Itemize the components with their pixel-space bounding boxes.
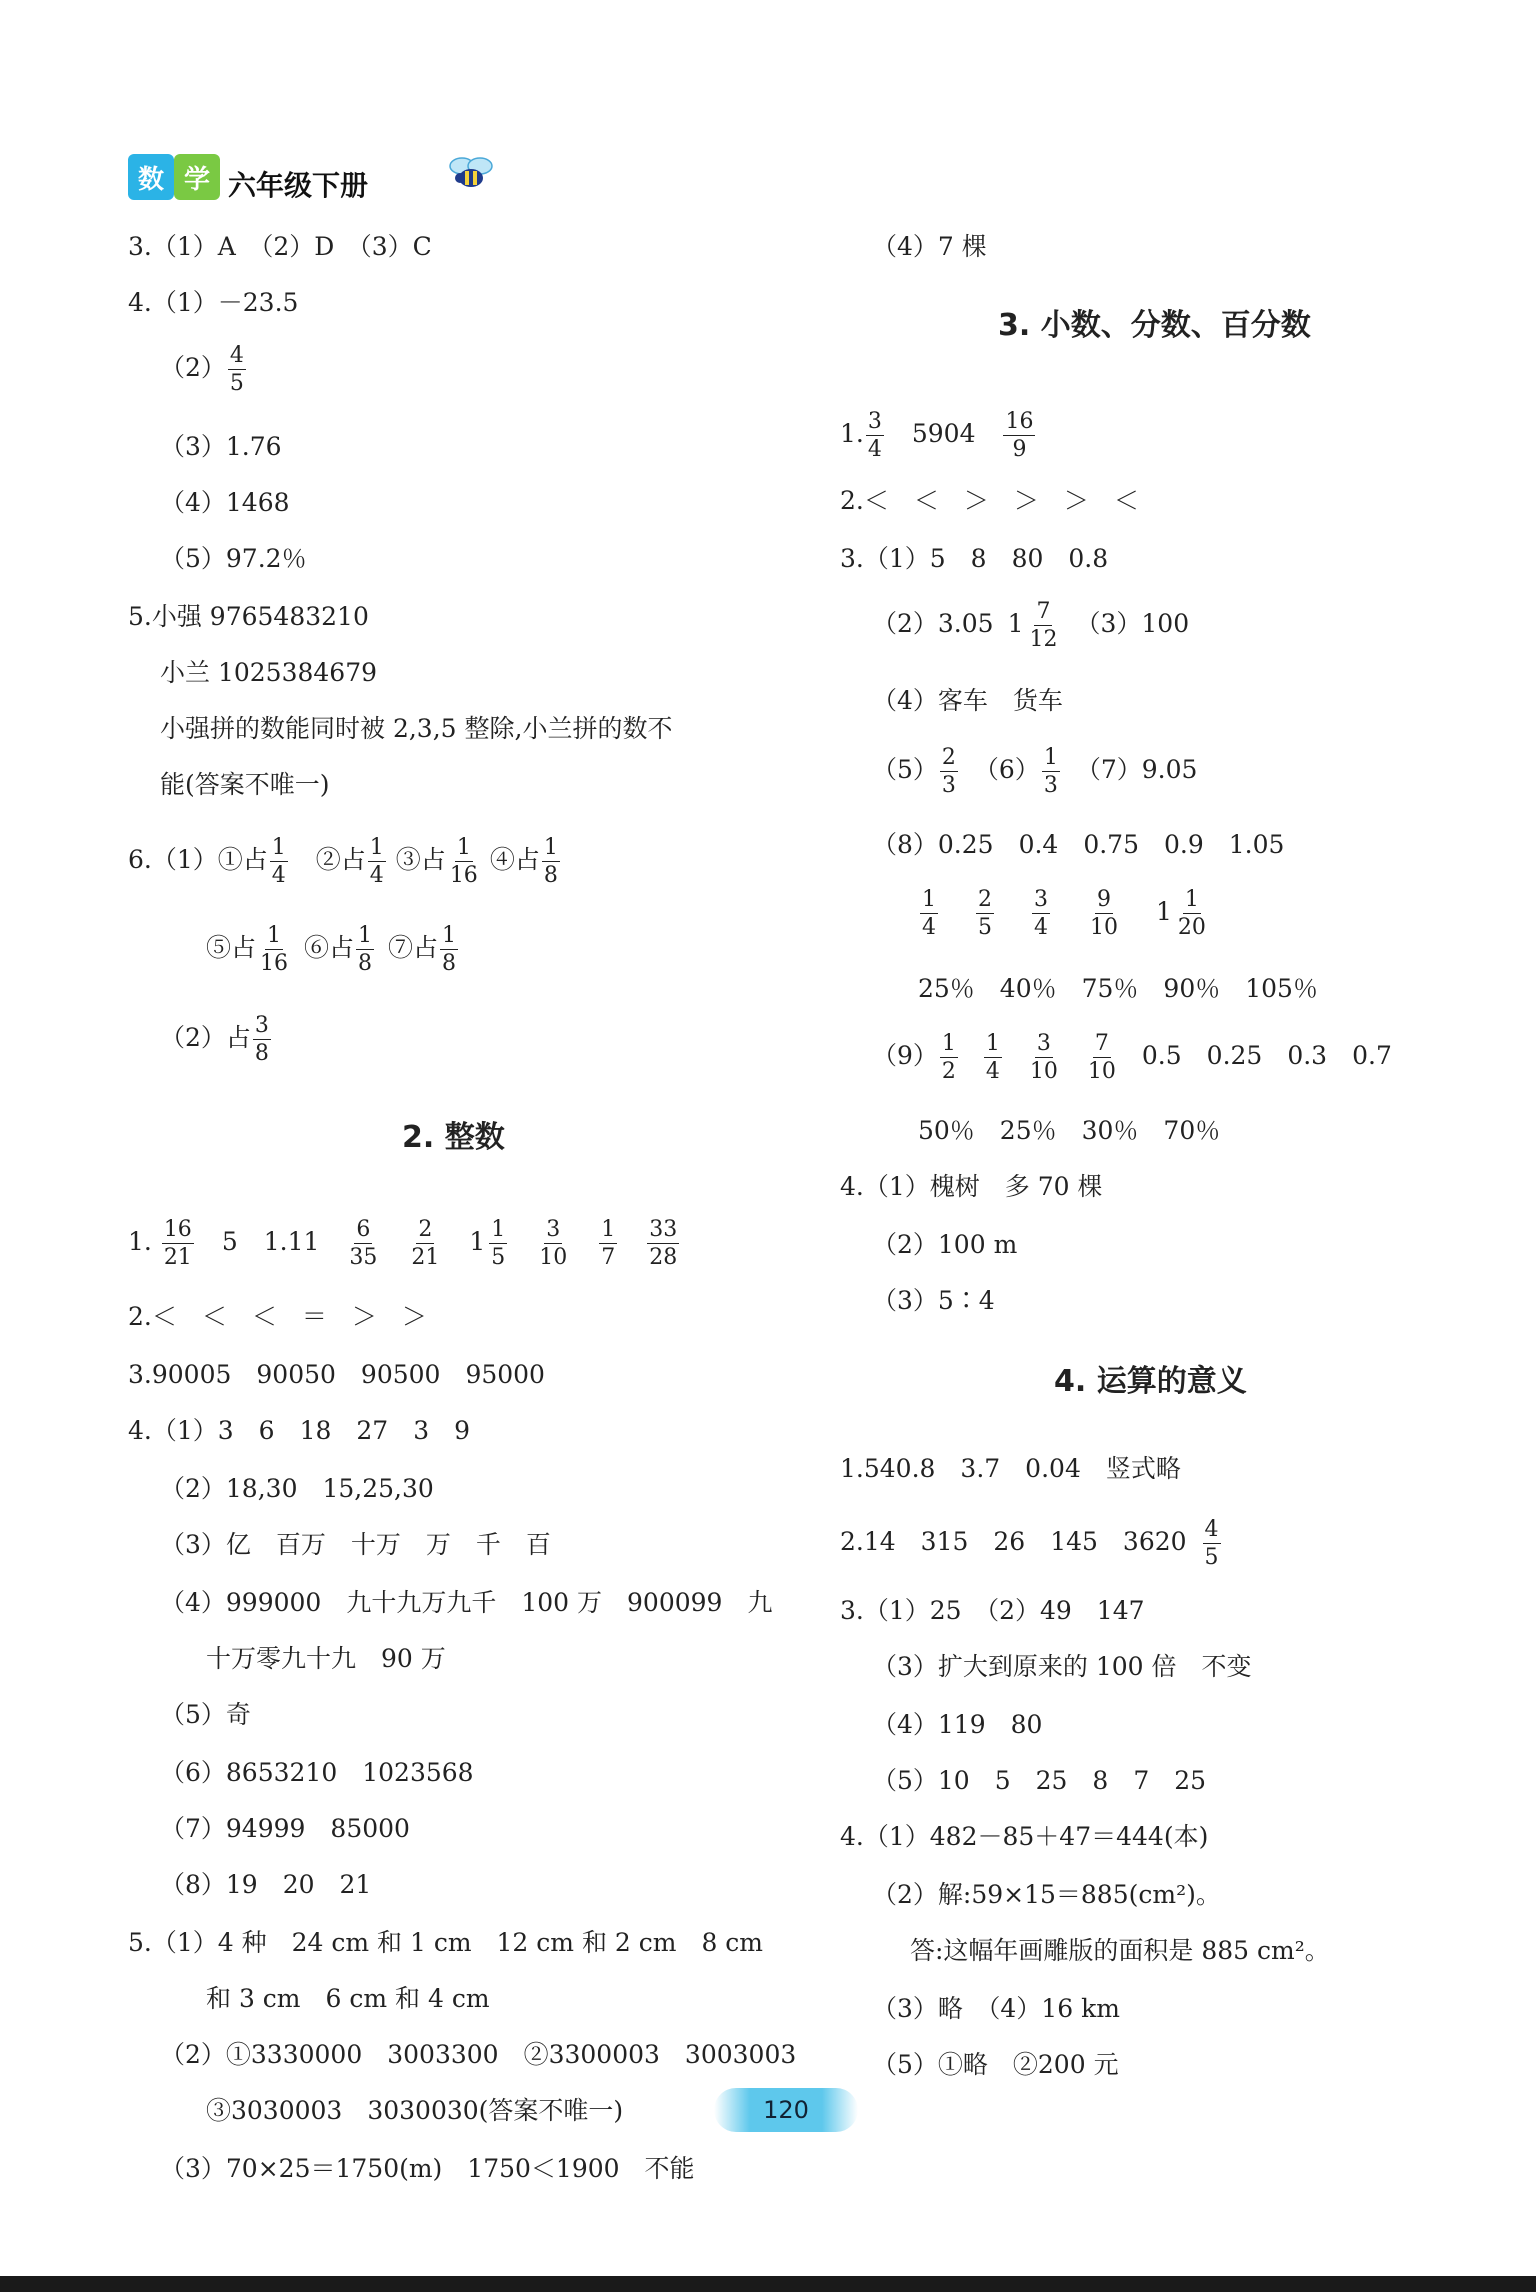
section2-answer-5-2-cont: ③3030003 3030030(答案不唯一): [206, 2096, 624, 2125]
section3-answer-3-4: （4）客车 货车: [872, 686, 1063, 715]
section2-answer-4-4: （4）999000 九十九万九千 100 万 900099 九: [160, 1588, 773, 1617]
fraction: $\frac{1}{4}$: [369, 835, 384, 889]
section2-answer-4-6: （6）8653210 1023568: [160, 1758, 474, 1787]
fraction: $\frac{3}{10}$: [539, 1217, 568, 1271]
section4-answer-3-3: （3）扩大到原来的 100 倍 不变: [872, 1652, 1252, 1681]
fraction: $\frac{7}{12}$: [1029, 599, 1058, 653]
section-4-title: 4. 运算的意义: [1054, 1364, 1247, 1399]
answer-5-line1: 5.小强 9765483210: [128, 602, 369, 631]
section3-answer-4-3: （3）5∶4: [872, 1286, 995, 1315]
fraction: $\frac{1}{8}$: [543, 835, 558, 889]
section-3-title: 3. 小数、分数、百分数: [998, 308, 1311, 343]
fraction: $\frac{7}{10}$: [1087, 1031, 1116, 1085]
section3-answer-3-2: （2）3.05 1 $\frac{7}{12}$ （3）100: [872, 599, 1190, 653]
bee-icon: [440, 148, 500, 198]
answer-4-2: （2） $\frac{4}{5}$: [160, 343, 244, 397]
fraction: $\frac{3}{4}$: [867, 409, 882, 463]
section2-answer-4-8: （8）19 20 21: [160, 1870, 372, 1899]
answer-6-row1: 6.（1）①占 $\frac{1}{4}$ ②占 $\frac{1}{4}$ ③占 $\frac{1}{16}$ ④占 $\frac{1}{8}$: [128, 835, 558, 889]
fraction: $\frac{6}{35}$: [349, 1217, 378, 1271]
fraction: $\frac{1}{7}$: [601, 1217, 616, 1271]
fraction: $\frac{2}{3}$: [941, 745, 956, 799]
fraction: $\frac{33}{28}$: [649, 1217, 678, 1271]
fraction: $\frac{1}{8}$: [358, 923, 373, 977]
fraction: $\frac{4}{5}$: [1204, 1517, 1219, 1571]
page-number: 120: [714, 2088, 858, 2132]
section2-answer-5-1: 5.（1）4 种 24 cm 和 1 cm 12 cm 和 2 cm 8 cm: [128, 1928, 764, 1957]
fraction: $\frac{3}{4}$: [1034, 887, 1048, 941]
fraction: $\frac{1}{5}$: [491, 1217, 506, 1271]
section4-answer-1: 1.540.8 3.7 0.04 竖式略: [840, 1454, 1181, 1483]
section2-answer-4-3: （3）亿 百万 十万 万 千 百: [160, 1530, 551, 1559]
section4-answer-3-5: （5）10 5 25 8 7 25: [872, 1766, 1207, 1795]
fraction: $\frac{1}{4}$: [922, 887, 936, 941]
answer-5-line4: 能(答案不唯一): [160, 770, 330, 799]
answer-4-5: （5）97.2％: [160, 544, 307, 573]
section4-answer-4-5: （5）①略 ②200 元: [872, 2050, 1119, 2079]
section2-answer-5-1-cont: 和 3 cm 6 cm 和 4 cm: [206, 1984, 490, 2013]
fraction: $\frac{2}{21}$: [411, 1217, 440, 1271]
answer-4-4: （4）1468: [160, 488, 290, 517]
answer-6-row2: ⑤占 $\frac{1}{16}$ ⑥占 $\frac{1}{8}$ ⑦占 $\frac{1}{8}$: [206, 923, 457, 977]
section3-answer-3-1: 3.（1）5 8 80 0.8: [840, 544, 1109, 573]
section2-answer-4-2: （2）18,30 15,25,30: [160, 1474, 434, 1503]
section4-answer-4-3: （3）略 （4）16 km: [872, 1994, 1120, 2023]
section3-answer-3-5: （5） $\frac{2}{3}$ （6） $\frac{1}{3}$ （7）9.05: [872, 745, 1198, 799]
fraction: $\frac{1}{16}$: [260, 923, 289, 977]
fraction: $\frac{1}{16}$: [449, 835, 478, 889]
fraction: $\frac{4}{5}$: [229, 343, 244, 397]
answer-6-2: （2）占 $\frac{3}{8}$: [160, 1013, 269, 1067]
section3-answer-4-1: 4.（1）槐树 多 70 棵: [840, 1172, 1103, 1201]
section2-answer-4-7: （7）94999 85000: [160, 1814, 410, 1843]
section2-answer-5-3: （3）70×25＝1750(m) 1750＜1900 不能: [160, 2154, 695, 2183]
section4-answer-2: 2.14 315 26 145 3620 $\frac{4}{5}$: [840, 1517, 1219, 1571]
section2-answer-4-1: 4.（1）3 6 18 27 3 9: [128, 1416, 471, 1445]
section4-answer-4-2-reply: 答:这幅年画雕版的面积是 885 cm²。: [910, 1936, 1330, 1965]
section2-answer-1: 1. $\frac{16}{21}$ 5 1.11 $\frac{6}{35}$ $\frac{2}{21}$ 1 $\frac{1}{5}$ $\frac{3}{10}$ $\frac{1}{7}$ $\frac{33}{28}$: [128, 1217, 678, 1271]
answer-4-1: 4.（1）－23.5: [128, 288, 299, 317]
section3-answer-3-8-fractions: $\frac{1}{4}$ $\frac{2}{5}$ $\frac{3}{4}$ $\frac{9}{10}$ 1 $\frac{1}{20}$: [922, 887, 1206, 941]
fraction: $\frac{1}{4}$: [985, 1031, 1000, 1085]
bottom-border: [0, 2276, 1536, 2292]
section2-answer-2: 2.＜ ＜ ＜ ＝ ＞ ＞: [128, 1302, 427, 1331]
fraction: $\frac{1}{20}$: [1177, 887, 1206, 941]
section3-answer-2: 2.＜ ＜ ＞ ＞ ＞ ＜: [840, 486, 1139, 515]
subject-badge-shu: 数: [128, 154, 174, 200]
fraction: $\frac{1}{8}$: [442, 923, 457, 977]
fraction: $\frac{3}{10}$: [1029, 1031, 1058, 1085]
fraction: $\frac{16}{21}$: [163, 1217, 192, 1271]
book-header: [128, 148, 508, 208]
section3-answer-3-8: （8）0.25 0.4 0.75 0.9 1.05: [872, 830, 1285, 859]
section-2-title: 2. 整数: [402, 1120, 505, 1155]
fraction: $\frac{1}{2}$: [941, 1031, 956, 1085]
section2-answer-3: 3.90005 90050 90500 95000: [128, 1360, 545, 1389]
section2-answer-4-5: （5）奇: [160, 1700, 251, 1729]
fraction: $\frac{1}{3}$: [1043, 745, 1058, 799]
section4-answer-3-4: （4）119 80: [872, 1710, 1043, 1739]
subject-badge-xue: 学: [174, 154, 220, 200]
section3-answer-4-2: （2）100 m: [872, 1230, 1018, 1259]
fraction: $\frac{9}{10}$: [1090, 887, 1118, 941]
section4-answer-4-1: 4.（1）482－85＋47＝444(本): [840, 1822, 1209, 1851]
answer-5-line2: 小兰 1025384679: [160, 658, 378, 687]
section4-answer-4-2: （2）解:59×15＝885(cm²)。: [872, 1880, 1221, 1909]
answer-5-line3: 小强拼的数能同时被 2,3,5 整除,小兰拼的数不: [160, 714, 673, 743]
fraction: $\frac{1}{4}$: [271, 835, 286, 889]
fraction: $\frac{3}{8}$: [254, 1013, 269, 1067]
section2-answer-5-2: （2）①3330000 3003300 ②3300003 3003003: [160, 2040, 797, 2069]
section2-answer-4-4-cont: 十万零九十九 90 万: [206, 1644, 446, 1673]
section3-answer-3-8-percents: 25％ 40％ 75％ 90％ 105％: [918, 974, 1318, 1003]
answer-4-3: （3）1.76: [160, 432, 282, 461]
section4-answer-3-1: 3.（1）25 （2）49 147: [840, 1596, 1145, 1625]
fraction: $\frac{2}{5}$: [978, 887, 992, 941]
grade-title: 六年级下册: [228, 169, 369, 202]
answer-3: 3.（1）A （2）D （3）C: [128, 232, 432, 261]
section3-answer-1: 1. $\frac{3}{4}$ 5904 $\frac{16}{9}$: [840, 409, 1034, 463]
right-top-answer: （4）7 棵: [872, 232, 987, 261]
fraction: $\frac{16}{9}$: [1005, 409, 1034, 463]
section3-answer-3-9-percents: 50％ 25％ 30％ 70％: [918, 1116, 1221, 1145]
section3-answer-3-9: （9） $\frac{1}{2}$ $\frac{1}{4}$ $\frac{3}{10}$ $\frac{7}{10}$ 0.5 0.25 0.3 0.7: [872, 1031, 1392, 1085]
